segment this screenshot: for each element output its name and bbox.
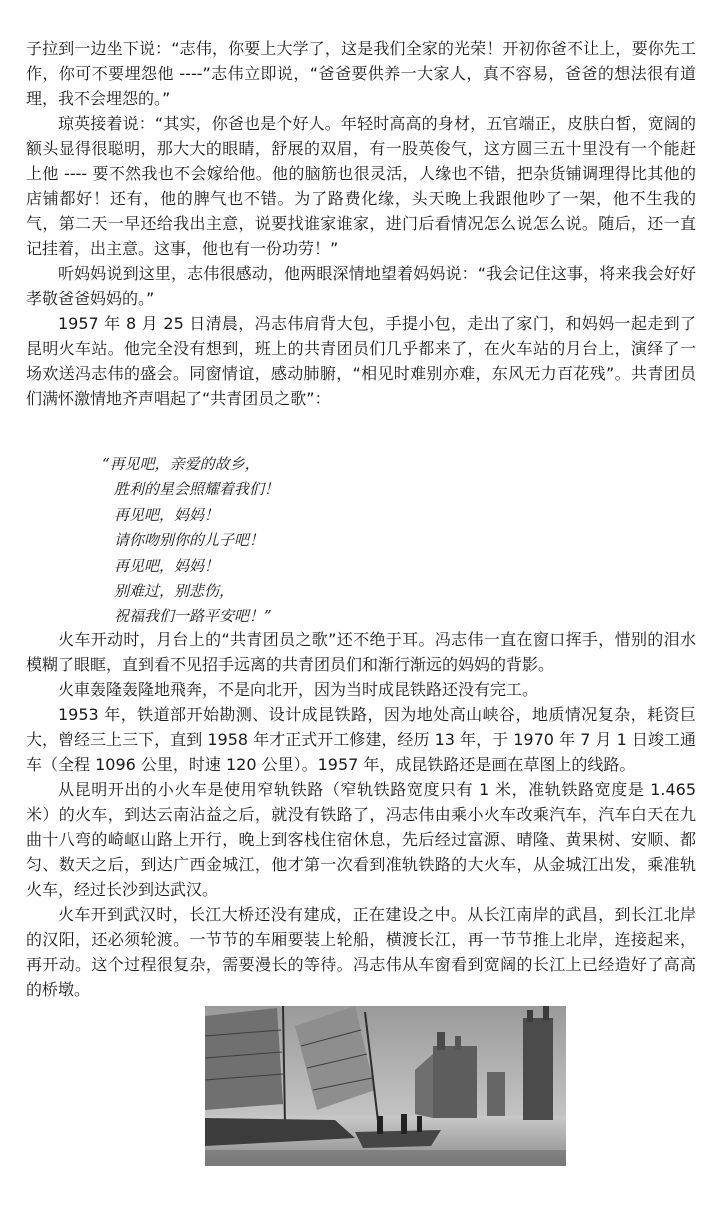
lyric-line: 胜利的星会照耀着我们！ (114, 480, 280, 499)
text-block-top (26, 0, 696, 411)
paragraph: 火車轰隆轰隆地飛奔，不是向北开，因为当时成昆铁路还没有完工。 (58, 680, 539, 699)
paragraph: 听妈妈说到这里，志伟很感动，他两眼深情地望着妈妈说：“我会记住这事，将来我会好好孝敬爸爸妈妈的。” (26, 264, 696, 308)
text-block-bottom (26, 627, 696, 1002)
lyric-line: 再见吧，妈妈！ (114, 505, 220, 524)
lyric-line: 请你吻别你的儿子吧！ (114, 531, 265, 550)
lyric-line: 别难过，别悲伤， (114, 582, 235, 601)
paragraph: 火车开动时，月台上的“共青团员之歌”还不绝于耳。冯志伟一直在窗口挥手，惜别的泪水模糊了眼眶，直到看不见招手远离的共青团员们和渐行渐远的妈妈的背影。 (26, 630, 696, 674)
paragraph: 从昆明开出的小火车是使用窄轨铁路（窄轨铁路宽度只有 1 米，准轨铁路宽度是 1.465 米）的火车，到达云南沾益之后，就没有铁路了，冯志伟由乘小火车改乘汽车，汽车白天在九曲十八弯的崎岖山路上开行，晚上到客栈住宿休息，先后经过富源、晴隆、黄果树、安顺、都匀、数天之后，到达广西金城江，他才第一次看到准轨铁路的大火车，从金城江出发，乘准轨火车，经过长沙到达武汉。 (26, 780, 696, 899)
lyric-line: 再见吧，妈妈！ (114, 556, 220, 575)
paragraph: 火车开到武汉时，长江大桥还没有建成，正在建设之中。从长江南岸的武昌，到长江北岸的汉阳，还必须轮渡。一节节的车厢要装上轮船，横渡长江，再一节节推上北岸，连接起来，再开动。这个过程很复杂，需要漫长的等待。冯志伟从车窗看到宽阔的长江上已经造好了高高的桥墩。 (26, 905, 696, 999)
photo-yangtze-bridge-construction (205, 1006, 566, 1166)
lyric-line: “再见吧，亲爱的故乡， (102, 455, 260, 473)
paragraph: 子拉到一边坐下说：“志伟，你要上大学了，这是我们全家的光荣！开初你爸不让上，要你先工作，你可不要埋怨他 ----”志伟立即说，“爸爸要供养一大家人，真不容易，爸爸的想法很有道理，我不会埋怨的。” (26, 39, 696, 108)
paragraph: 1953 年，铁道部开始勘测、设计成昆铁路，因为地处高山峡谷，地质情况复杂，耗资巨大，曾经三上三下，直到 1958 年才正式开工修建，经历 13 年，于 1970 年 7 月 1 日竣工通车（全程 1096 公里，时速 120 公里）。1957 年，成昆铁路还是画在草图上的线路。 (26, 705, 696, 774)
photo-icon (205, 1006, 566, 1166)
song-lyrics (102, 452, 522, 630)
paragraph: 琼英接着说：“其实，你爸也是个好人。年轻时高高的身材，五官端正，皮肤白皙，宽阔的额头显得很聪明，那大大的眼睛，舒展的双眉，有一股英俊气，这方圆三五十里没有一个能赶上他 ---- 要不然我也不会嫁给他。他的脑筋也很灵活，人缘也不错，把杂货铺调理得比其他的店铺都好！还有，他的脾气也不错。为了路费化缘，头天晚上我跟他吵了一架，他不生我的气，第二天一早还给我出主意，说要找谁家谁家，进门后看情况怎么说怎么说。随后，还一直记挂着，出主意。这事，他也有一份功劳！” (26, 114, 696, 258)
lyric-line: 祝福我们一路平安吧！” (114, 607, 272, 626)
paragraph: 1957 年 8 月 25 日清晨，冯志伟肩背大包，手提小包，走出了家门，和妈妈一起走到了昆明火车站。他完全没有想到，班上的共青团员们几乎都来了，在火车站的月台上，演绎了一场欢送冯志伟的盛会。同窗情谊，感动肺腑，“相见时难别亦难，东风无力百花残”。共青团员们满怀激情地齐声唱起了“共青团员之歌”： (26, 314, 696, 408)
